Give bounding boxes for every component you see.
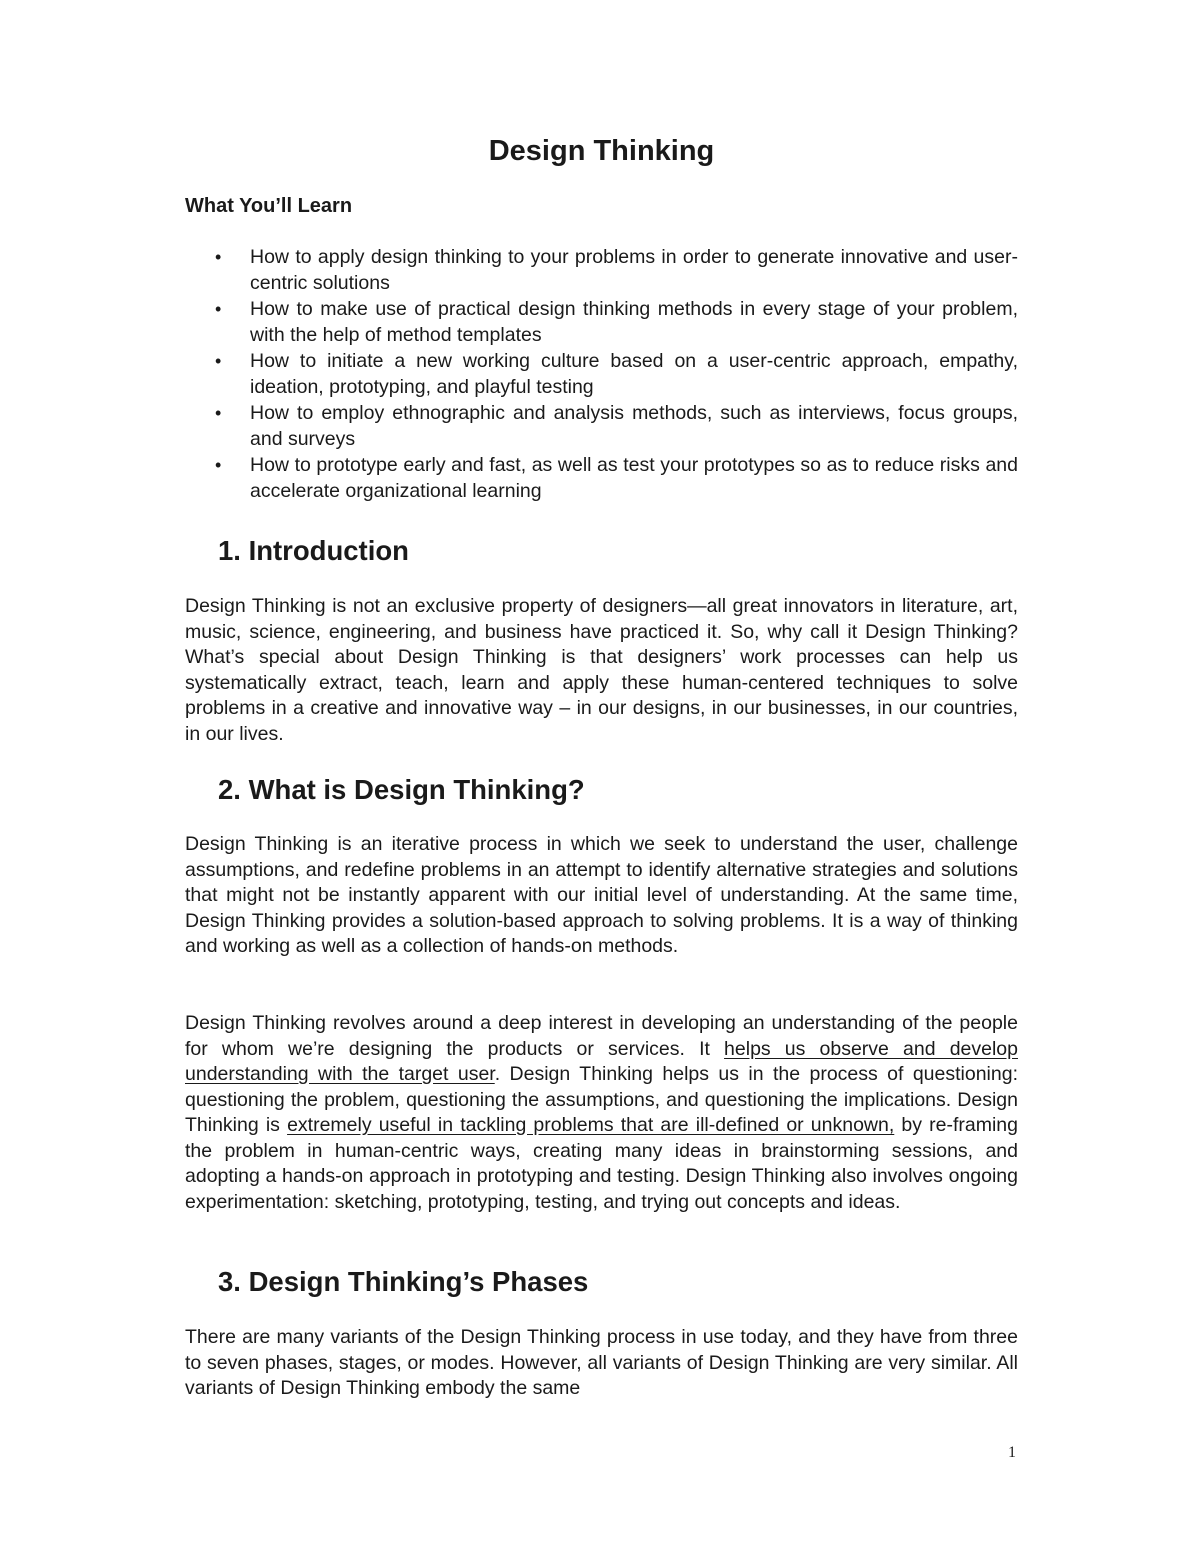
list-item <box>185 297 1018 348</box>
what-is-paragraph-2 <box>185 1011 1018 1215</box>
list-item-text: How to initiate a new working culture based on a user-centric approach, empathy, ideation, prototyping, and playful testing <box>250 350 1018 398</box>
bullet-icon: • <box>215 247 222 267</box>
bullet-icon: • <box>215 403 222 423</box>
page-number: 1 <box>1008 1444 1016 1461</box>
bullet-icon: • <box>215 299 222 319</box>
phases-paragraph: There are many variants of the Design Thinking process in use today, and they have from three to seven phases, stages, or modes. However, all variants of Design Thinking are very similar. All variants of Design Thinking embody the same <box>185 1326 1018 1399</box>
bullet-icon: • <box>215 455 222 475</box>
list-item-text: How to employ ethnographic and analysis methods, such as interviews, focus groups, and surveys <box>250 402 1018 450</box>
what-is-paragraph-1: Design Thinking is an iterative process in which we seek to understand the user, challenge assumptions, and redefine problems in an attempt to identify alternative strategies and solutions that might not be instantly apparent with our initial level of understanding. At the same time, Design Thinking provides a solution-based approach to solving problems. It is a way of thinking and working as well as a collection of hands-on methods. <box>185 833 1018 957</box>
section-heading-what-is: 2. What is Design Thinking? <box>218 774 585 805</box>
list-item <box>185 245 1018 296</box>
paragraph-text: . Design Thinking helps us in the process of questioning: questioning the problem, questioning the assumptions, and questioning the implications. Design Thinking is <box>185 1063 1019 1136</box>
list-item-text: How to prototype early and fast, as well as test your prototypes so as to reduce risks and accelerate organizational learning <box>250 454 1018 502</box>
underlined-phrase: extremely useful in tackling problems that are ill-defined or unknown, <box>287 1114 895 1136</box>
learn-list <box>185 245 1018 505</box>
section-heading-introduction: 1. Introduction <box>218 535 409 566</box>
list-item <box>185 453 1018 504</box>
bullet-icon: • <box>215 351 222 371</box>
paragraph-text: Design Thinking revolves around a deep interest in developing an understanding of the people for whom we’re designing the products or services. It <box>185 1012 1018 1060</box>
underlined-phrase: helps us observe and develop understanding with the target user <box>185 1037 1018 1085</box>
list-item <box>185 349 1018 400</box>
list-item <box>185 401 1018 452</box>
document-title: Design Thinking <box>488 135 715 167</box>
section-heading-phases: 3. Design Thinking’s Phases <box>218 1266 589 1297</box>
learn-heading: What You’ll Learn <box>185 195 353 217</box>
list-item-text: How to make use of practical design thinking methods in every stage of your problem, with the help of method templates <box>250 298 1018 346</box>
paragraph-text: by re-framing the problem in human-centric ways, creating many ideas in brainstorming sessions, and adopting a hands-on approach in prototyping and testing. Design Thinking also involves ongoing experimentation: sketching, prototyping, testing, and trying out concepts and ideas. <box>185 1114 1018 1213</box>
introduction-paragraph: Design Thinking is not an exclusive property of designers—all great innovators in literature, art, music, science, engineering, and business have practiced it. So, why call it Design Thinking? What’s special about Design Thinking is that designers’ work processes can help us systematically extract, teach, learn and apply these human-centered techniques to solve problems in a creative and innovative way – in our designs, in our businesses, in our countries, in our lives. <box>185 595 1018 745</box>
list-item-text: How to apply design thinking to your problems in order to generate innovative and user-centric solutions <box>250 246 1018 294</box>
